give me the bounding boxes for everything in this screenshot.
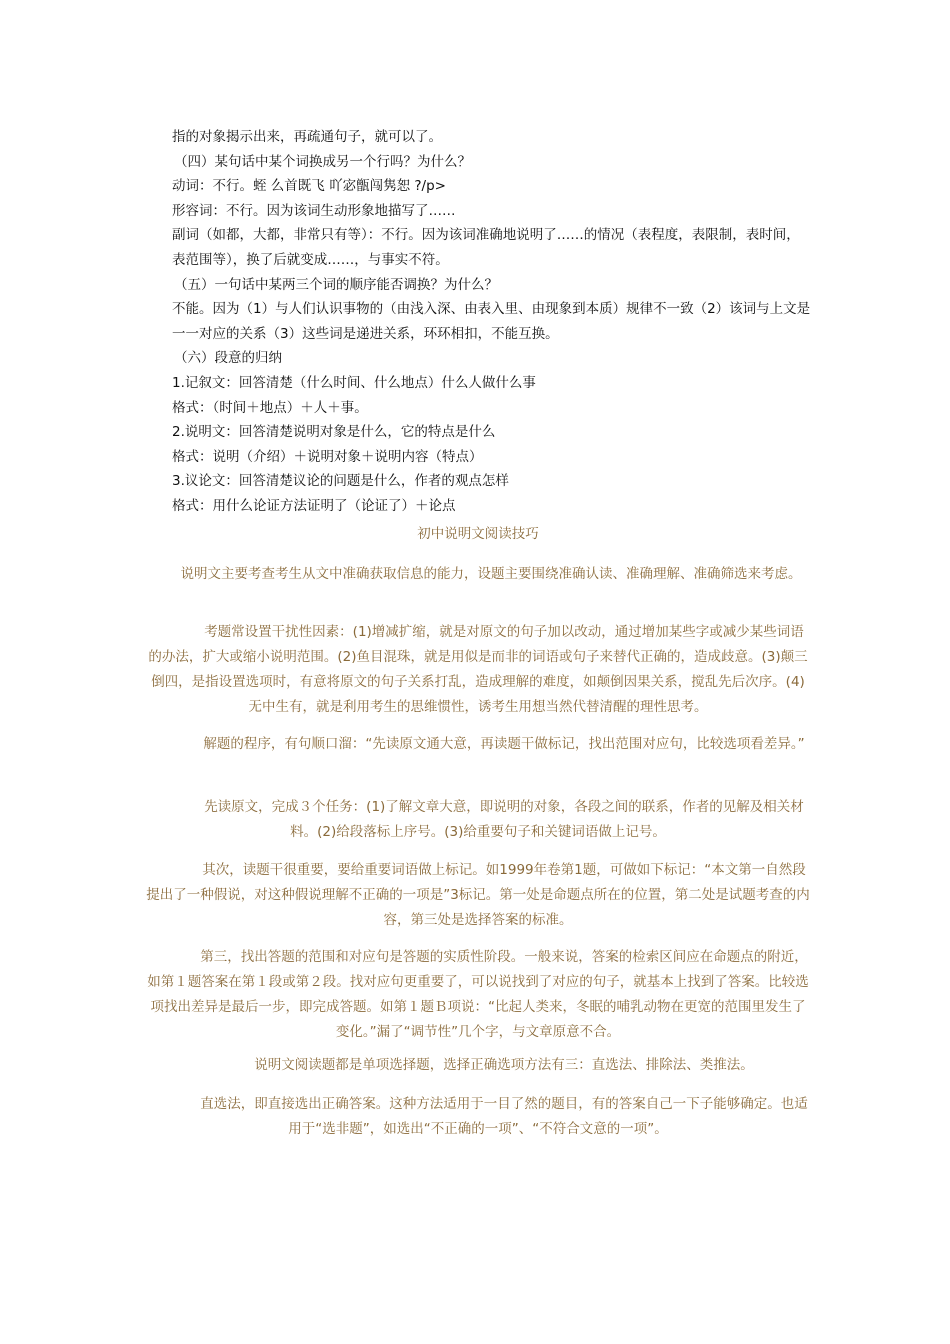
text-line: 指的对象揭示出来，再疏通句子，就可以了。 [172, 129, 442, 145]
text-line: 2.说明文：回答清楚说明对象是什么，它的特点是什么 [172, 424, 496, 441]
text-line: 不能。因为（1）与人们认识事物的（由浅入深、由表入里、由现象到本质）规律不一致（2）该词与上文是一一对应的关系（3）这些词是递进关系，环环相扣，不能互换。 [172, 301, 811, 342]
text-line: 动词：不行。蛭 么首既飞 吖宓甑闯隽恕 ?/p> [172, 178, 446, 195]
text-line: 副词（如都，大都，非常只有等）：不行。因为该词准确地说明了……的情况（表程度，表限制，表时间，表范围等），换了后就变成……，与事实不符。 [172, 227, 800, 268]
paragraph: 解题的程序，有句顺口溜：“先读原文通大意，再读题干做标记，找出范围对应句，比较选项看差异。” [203, 736, 805, 752]
paragraph: 第三，找出答题的范围和对应句是答题的实质性阶段。一般来说，答案的检索区间应在命题点的附近，如第１题答案在第１段或第２段。找对应句更重要了，可以说找到了对应的句子，就基本上找到了答案。比较选项找出差异是最后一步，即完成答题。如第１题Ｂ项说：“比起人类来，冬眠的哺乳动物在更宽的范围里发生了变化。”漏了“调节性”几个字，与文章原意不合。 [147, 949, 809, 1040]
text-line: 1.记叙文：回答清楚（什么时间、什么地点）什么人做什么事 [172, 374, 536, 391]
question-heading: （五）一句话中某两三个词的顺序能否调换？为什么？ [174, 276, 498, 293]
text-line: 格式：（时间＋地点）＋人＋事。 [172, 399, 368, 416]
question-heading: （四）某句话中某个词换成另一个行吗？为什么？ [174, 153, 471, 170]
paragraph: 考题常设置干扰性因素：(1)增减扩缩，就是对原文的句子加以改动，通过增加某些字或减少某些词语的办法，扩大或缩小说明范围。(2)鱼目混珠，就是用似是而非的词语或句子来替代正确的，造成歧意。(3)颠三倒四，是指设置选项时，有意将原文的句子关系打乱，造成理解的难度，如颠倒因果关系，搅乱先后次序。(4)无中生有，就是利用考生的思维惯性，诱考生用想当然代替清醒的理性思考。 [148, 624, 808, 715]
paragraph: 说明文主要考查考生从文中准确获取信息的能力，设题主要围绕准确认读、准确理解、准确筛选来考虑。 [180, 566, 802, 582]
section-title: 初中说明文阅读技巧 [417, 526, 539, 542]
text-line: 3.议论文：回答清楚议论的问题是什么，作者的观点怎样 [172, 473, 509, 490]
paragraph: 其次，读题干很重要，要给重要词语做上标记。如1999年卷第1题，可做如下标记：“本文第一自然段提出了一种假说，对这种假说理解不正确的一项是”3标记。第一处是命题点所在的位置，第二处是试题考查的内容，第三处是选择答案的标准。 [146, 862, 810, 928]
text-line: 形容词：不行。因为该词生动形象地描写了…… [172, 202, 456, 219]
question-heading: （六）段意的归纳 [174, 350, 282, 367]
paragraph: 先读原文，完成３个任务：(1)了解文章大意，即说明的对象，各段之间的联系，作者的见解及相关材料。(2)给段落标上序号。(3)给重要句子和关键词语做上记号。 [204, 799, 804, 840]
paragraph: 说明文阅读题都是单项选择题，选择正确选项方法有三：直选法、排除法、类推法。 [254, 1057, 754, 1073]
text-line: 格式：说明（介绍）＋说明对象＋说明内容（特点） [172, 448, 483, 465]
expository-reading-section [146, 522, 810, 1142]
reading-tips-section [172, 125, 812, 519]
paragraph: 直选法，即直接选出正确答案。这种方法适用于一目了然的题目，有的答案自己一下子能够确定。也适用于“选非题”，如选出“不正确的一项”、“不符合文意的一项”。 [200, 1096, 808, 1137]
text-line: 格式：用什么论证方法证明了（论证了）＋论点 [172, 497, 456, 514]
